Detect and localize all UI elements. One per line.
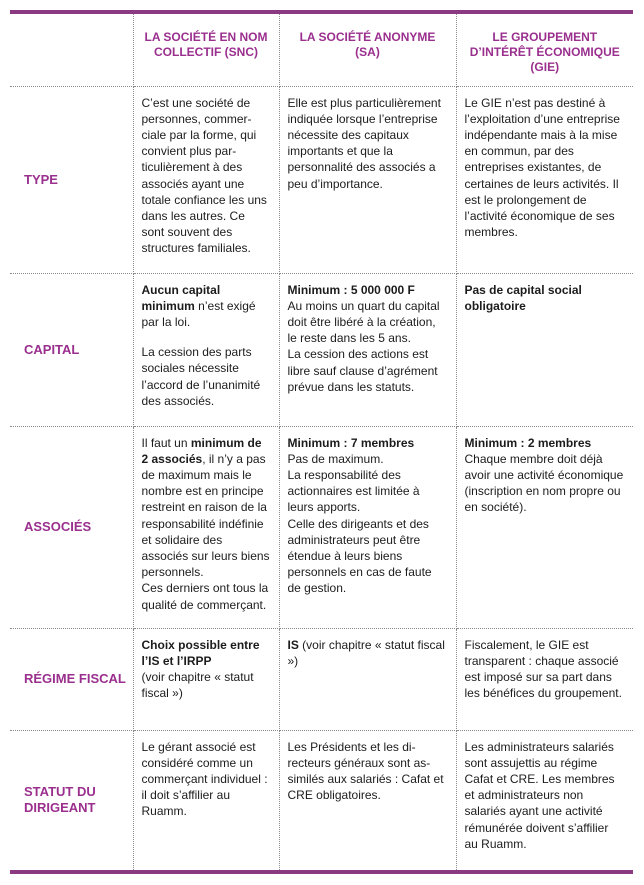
associes-snc-bold: minimum de 2 associés (141, 435, 262, 466)
associes-sa-line1: Pas de maximum. (287, 451, 384, 466)
associes-sa-line2: La responsabilité des actionnaires est limitée à leurs apports. (287, 467, 420, 515)
cell-type-gie: Le GIE n’est pas destiné à l’exploitation d’une entreprise indépendante mais à la mise en commun, par des entreprises existantes, de certaines de leurs activités. Il est le prolongement de l’activité économique de ses membres. (456, 86, 633, 273)
fiscal-snc-text: (voir chapitre « statut fiscal ») (141, 669, 254, 701)
table-row-fiscal (10, 628, 633, 730)
cell-statut-sa: Les Présidents et les di-recteurs généraux sont as-similés aux salariés : Cafat et CRE obligatoires. (279, 730, 456, 870)
table-row-capital (10, 273, 633, 426)
table-row-type (10, 86, 633, 273)
cell-associes-snc (133, 426, 279, 628)
table-row-associes (10, 426, 633, 628)
capital-snc-cession: La cession des parts sociales nécessite l’accord de l’unanimité des associés. (141, 345, 261, 408)
cell-fiscal-sa (279, 628, 456, 730)
associes-gie-bold: Minimum : 2 membres (464, 435, 592, 450)
row-label-fiscal: RÉGIME FISCAL (10, 628, 133, 730)
cell-capital-snc (133, 273, 279, 426)
associes-sa-bold: Minimum : 7 membres (287, 435, 415, 450)
cell-fiscal-gie: Fiscalement, le GIE est transparent : chaque associé est imposé sur sa part dans les bénéfices du groupement. (456, 628, 633, 730)
row-label-statut: STATUT DU DIRIGEANT (10, 730, 133, 870)
cell-statut-gie: Les administrateurs salariés sont assujettis au régime Cafat et CRE. Les membres et administrateurs non salariés ayant une activité rémunérée doivent s’affilier au Ruamm. (464, 739, 615, 851)
associes-snc-pre: Il faut un (141, 435, 191, 450)
associes-sa-line3: Celle des dirigeants et des administrateurs peut être étendue à leurs biens personnels en cas de faute de gestion. (287, 516, 432, 596)
cell-associes-sa (279, 426, 456, 628)
header-row (10, 14, 633, 86)
capital-snc-bold: Aucun capital minimum (141, 282, 221, 313)
table-row-statut (10, 730, 633, 870)
row-label-capital: CAPITAL (10, 273, 133, 426)
row-label-associes: ASSOCIÉS (10, 426, 133, 628)
row-label-type: TYPE (10, 86, 133, 273)
capital-sa-line1: Au moins un quart du capital doit être libéré à la création, le reste dans les 5 ans. (287, 298, 440, 346)
cell-associes-gie (456, 426, 633, 628)
associes-snc-text: , il n’y a pas de maximum mais le nombre est en principe restreint en raison de la responsabilité indéfinie et solidaire des associés sur leurs biens personnels. (141, 451, 270, 580)
cell-statut-snc: Le gérant associé est considéré comme un commerçant individuel : il doit s’affilier au Ruamm. (133, 730, 279, 870)
capital-gie-bold: Pas de capital social obligatoire (464, 282, 582, 313)
fiscal-sa-text: (voir chapitre « statut fiscal ») (287, 637, 445, 668)
associes-snc-line2: Ces derniers ont tous la qualité de commerçant. (141, 581, 269, 612)
cell-capital-sa (279, 273, 456, 426)
cell-type-sa: Elle est plus particulièrement indiquée lorsque l’entreprise nécessite des capitaux importants et que la personnalité des associés a peu d’importance. (279, 86, 456, 273)
fiscal-snc-bold: Choix possible entre l’IS et l’IRPP (141, 637, 260, 668)
cell-capital-gie (456, 273, 633, 426)
associes-gie-line1: Chaque membre doit déjà avoir une activité économique (inscription en nom propre ou en société). (464, 451, 624, 515)
header-gie: LE GROUPEMENT D’INTÉRÊT ÉCONOMIQUE (GIE) (456, 14, 633, 86)
capital-sa-line2: La cession des actions est libre sauf clause d’agrément prévue dans les statuts. (287, 347, 438, 394)
cell-fiscal-snc (133, 628, 279, 730)
fiscal-sa-bold: IS (287, 637, 299, 652)
bottom-rule (10, 870, 633, 874)
comparison-table (10, 14, 633, 870)
header-snc: LA SOCIÉTÉ EN NOM COLLECTIF (SNC) (133, 14, 279, 86)
header-corner (10, 14, 133, 86)
cell-type-snc: C’est une société de personnes, commer-ciale par la forme, qui convient plus par-ticulièrement à des associés ayant une totale confiance les uns dans les autres. Ce sont souvent des structures familiales. (133, 86, 279, 273)
header-sa: LA SOCIÉTÉ ANONYME (SA) (279, 14, 456, 86)
capital-sa-bold: Minimum : 5 000 000 F (287, 282, 415, 297)
capital-snc-text: n’est exigé par la loi. (141, 298, 256, 329)
